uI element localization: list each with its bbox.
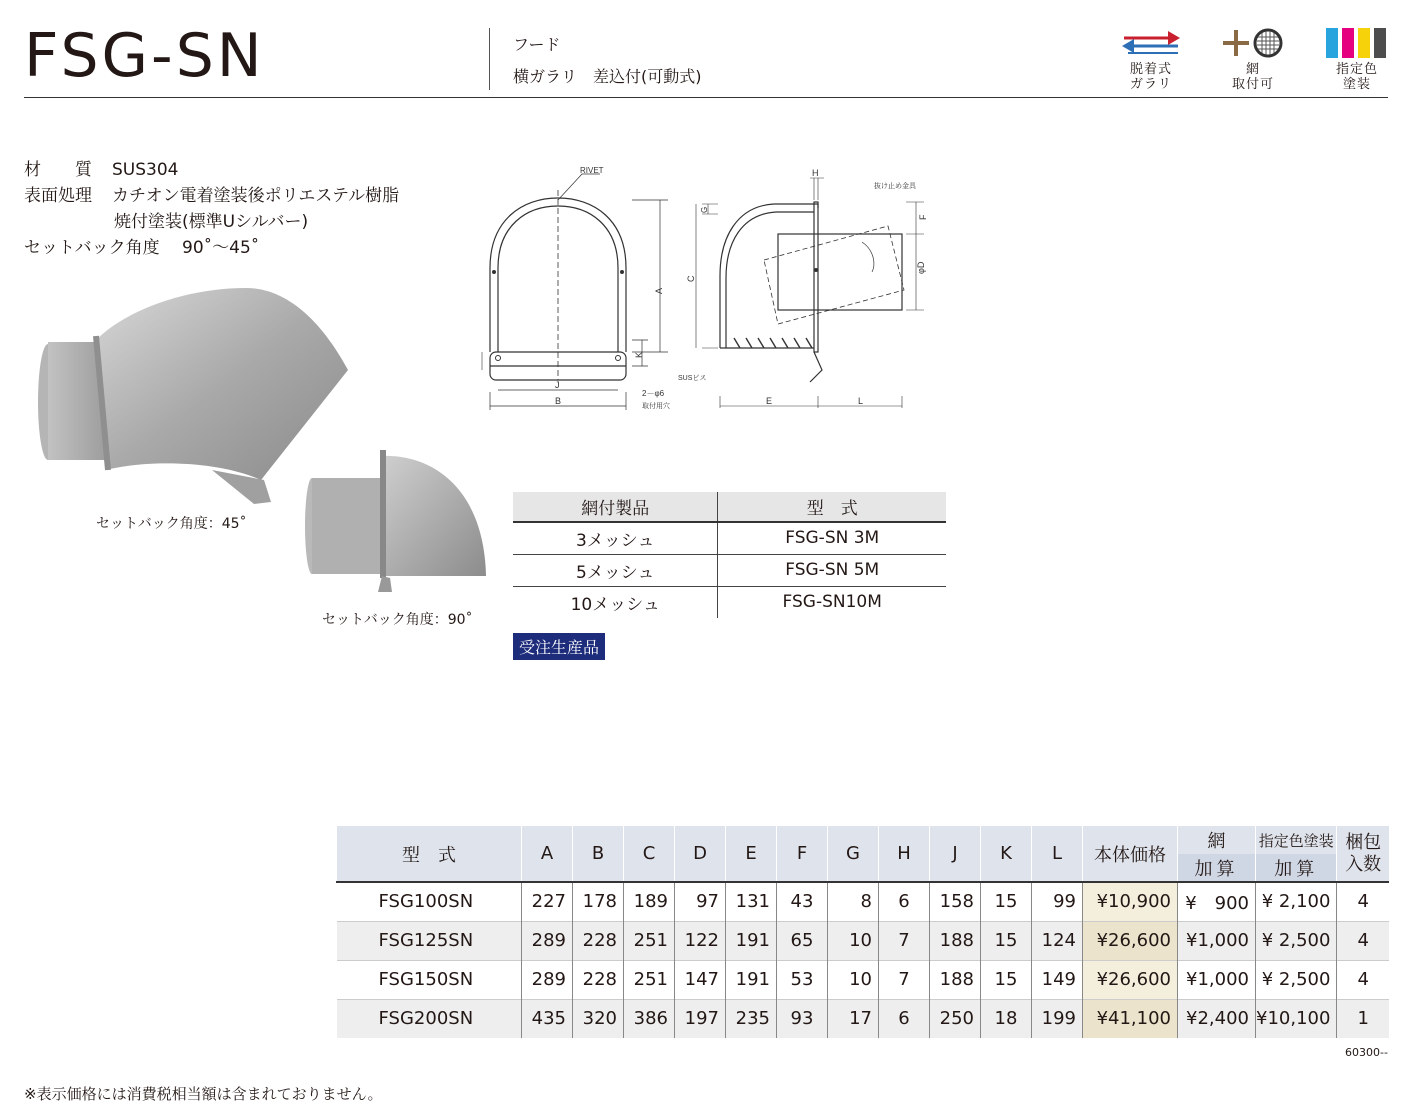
feature-label-line2: ガラリ — [1129, 77, 1172, 92]
mesh-model-cell: FSG-SN 5M — [718, 554, 946, 586]
color-bars-icon — [1322, 26, 1392, 60]
dim-G: G — [700, 206, 709, 213]
dim-cell: 131 — [726, 882, 777, 921]
hole-label-2: 取付用穴 — [642, 403, 670, 410]
dim-E: E — [766, 396, 773, 406]
dim-cell: 8 — [828, 882, 879, 921]
table-row — [513, 522, 946, 554]
product-image-90 — [302, 448, 492, 598]
header-model: 型 式 — [337, 826, 522, 882]
dim-D: φD — [916, 261, 926, 274]
caption-setback-45: セットバック角度：45˚ — [96, 516, 247, 532]
color-price-cell: ¥ 2,500 — [1256, 960, 1337, 999]
product-subtitle: 横ガラリ 差込付(可動式) — [513, 67, 702, 86]
dim-K: K — [634, 351, 644, 358]
dim-cell: 227 — [522, 882, 573, 921]
pack-cell: 4 — [1337, 882, 1389, 921]
header-rule — [24, 97, 1388, 98]
header-mesh-add: 加算 — [1178, 854, 1256, 882]
dim-cell: 15 — [981, 882, 1032, 921]
dim-cell: 6 — [879, 882, 930, 921]
price-cell: ¥26,600 — [1083, 960, 1178, 999]
dim-cell: 289 — [522, 960, 573, 999]
dim-cell: 17 — [828, 999, 879, 1038]
material-value: SUS304 — [112, 160, 179, 180]
price-cell: ¥10,900 — [1083, 882, 1178, 921]
feature-label-line2: 塗装 — [1342, 77, 1371, 92]
price-cell: ¥26,600 — [1083, 921, 1178, 960]
made-to-order-badge: 受注生産品 — [513, 633, 605, 660]
mesh-price-cell: ¥2,400 — [1178, 999, 1256, 1038]
dim-cell: 15 — [981, 921, 1032, 960]
dim-cell: 6 — [879, 999, 930, 1038]
mesh-model-cell: FSG-SN 3M — [718, 522, 946, 554]
dim-cell: 10 — [828, 921, 879, 960]
table-row — [337, 960, 1389, 999]
setback-label: セットバック角度 — [24, 238, 160, 258]
color-price-cell: ¥ 2,500 — [1256, 921, 1337, 960]
material-label: 材 質 — [24, 160, 92, 180]
feature-detachable-louver — [1116, 26, 1186, 92]
dim-cell: 191 — [726, 960, 777, 999]
pack-cell: 4 — [1337, 960, 1389, 999]
spec-block — [24, 157, 399, 261]
dim-cell: 147 — [675, 960, 726, 999]
header-dim-F: F — [777, 826, 828, 882]
model-cell: FSG150SN — [378, 969, 474, 990]
header-dim-C: C — [624, 826, 675, 882]
header-color: 指定色塗装 — [1256, 826, 1337, 854]
dim-cell: 97 — [675, 882, 726, 921]
dim-cell: 320 — [573, 999, 624, 1038]
dim-cell: 189 — [624, 882, 675, 921]
front-view-drawing — [472, 160, 682, 430]
page-title: FSG-SN — [24, 21, 265, 91]
dim-cell: 188 — [930, 960, 981, 999]
mesh-cell: 5メッシュ — [513, 554, 718, 586]
dim-cell: 7 — [879, 960, 930, 999]
dim-cell: 122 — [675, 921, 726, 960]
sus-screw-label: SUSビス — [678, 375, 707, 382]
side-view-drawing — [678, 166, 948, 416]
table-row — [337, 882, 1389, 921]
dim-cell: 251 — [624, 921, 675, 960]
dim-cell: 99 — [1032, 882, 1083, 921]
dim-cell: 250 — [930, 999, 981, 1038]
dim-cell: 228 — [573, 921, 624, 960]
dim-cell: 7 — [879, 921, 930, 960]
feature-mesh — [1218, 26, 1288, 92]
model-cell: FSG100SN — [378, 891, 474, 913]
dim-J: J — [555, 380, 560, 390]
feature-custom-color — [1322, 26, 1392, 92]
dim-cell: 197 — [675, 999, 726, 1038]
dim-cell: 149 — [1032, 960, 1083, 999]
feature-label-line1: 網 — [1245, 62, 1260, 77]
header-dim-E: E — [726, 826, 777, 882]
dim-cell: 124 — [1032, 921, 1083, 960]
feature-label-line1: 脱着式 — [1129, 62, 1172, 77]
header-dim-K: K — [981, 826, 1032, 882]
stopper-label: 抜け止め金具 — [874, 183, 916, 190]
header-dim-A: A — [522, 826, 573, 882]
header-price: 本体価格 — [1083, 826, 1178, 882]
mesh-plus-icon — [1218, 26, 1288, 60]
dim-cell: 53 — [777, 960, 828, 999]
header-dim-D: D — [675, 826, 726, 882]
table-row — [337, 921, 1389, 960]
price-cell: ¥41,100 — [1083, 999, 1178, 1038]
mesh-model-cell: FSG-SN10M — [782, 592, 882, 613]
header-dim-H: H — [879, 826, 930, 882]
dim-cell: 178 — [573, 882, 624, 921]
dim-cell: 18 — [981, 999, 1032, 1038]
mesh-header-model: 型 式 — [718, 492, 946, 522]
table-row — [337, 999, 1389, 1038]
mesh-price-cell: ¥ 900 — [1178, 882, 1256, 921]
model-cell: FSG200SN — [378, 1008, 474, 1030]
feature-label-line2: 取付可 — [1231, 77, 1274, 92]
dim-cell: 191 — [726, 921, 777, 960]
dim-cell: 10 — [828, 960, 879, 999]
color-price-cell: ¥ 2,100 — [1256, 882, 1337, 921]
price-table — [336, 826, 1389, 1038]
dim-L: L — [858, 396, 864, 406]
pack-cell: 4 — [1337, 921, 1389, 960]
arrows-exchange-icon — [1116, 26, 1186, 60]
header-mesh: 網 — [1178, 826, 1256, 854]
header-pack: 梱包 入数 — [1337, 826, 1389, 882]
model-cell: FSG125SN — [378, 930, 474, 951]
setback-value: 90˚～45˚ — [182, 238, 260, 258]
mesh-options-table — [513, 492, 946, 618]
dim-cell: 251 — [624, 960, 675, 999]
color-price-cell: ¥10,100 — [1256, 999, 1337, 1038]
mesh-price-cell: ¥1,000 — [1178, 921, 1256, 960]
dim-B: B — [555, 396, 562, 406]
header-divider — [489, 28, 490, 90]
dim-cell: 199 — [1032, 999, 1083, 1038]
dim-cell: 435 — [522, 999, 573, 1038]
dim-F: F — [918, 214, 928, 220]
feature-label-line1: 指定色 — [1335, 62, 1378, 77]
dim-C: C — [686, 275, 696, 282]
dim-A: A — [654, 287, 664, 294]
table-row — [513, 554, 946, 586]
finish-value-cont: 焼付塗装(標準Uシルバー) — [114, 212, 309, 232]
dim-cell: 289 — [522, 921, 573, 960]
header-dim-B: B — [573, 826, 624, 882]
dim-cell: 158 — [930, 882, 981, 921]
dim-cell: 228 — [573, 960, 624, 999]
mesh-header-product: 網付製品 — [513, 492, 718, 522]
dim-cell: 65 — [777, 921, 828, 960]
category-label: フード — [513, 35, 561, 54]
dim-cell: 93 — [777, 999, 828, 1038]
tax-footnote: ※表示価格には消費税相当額は含まれておりません。 — [24, 1085, 383, 1103]
finish-label: 表面処理 — [24, 186, 92, 206]
mesh-cell: 3メッシュ — [513, 522, 718, 554]
mesh-cell: 10メッシュ — [513, 586, 718, 618]
table-row — [513, 586, 946, 618]
header-dim-G: G — [828, 826, 879, 882]
dim-cell: 15 — [981, 960, 1032, 999]
dim-cell: 188 — [930, 921, 981, 960]
header-dim-J: J — [930, 826, 981, 882]
page-code: 60300-- — [1345, 1046, 1388, 1059]
dim-cell: 235 — [726, 999, 777, 1038]
dim-cell: 386 — [624, 999, 675, 1038]
caption-setback-90: セットバック角度：90˚ — [322, 612, 473, 628]
hole-label: 2－φ6 — [642, 389, 665, 398]
header-color-add: 加算 — [1256, 854, 1337, 882]
mesh-price-cell: ¥1,000 — [1178, 960, 1256, 999]
header-dim-L: L — [1032, 826, 1083, 882]
finish-value: カチオン電着塗装後ポリエステル樹脂 — [112, 186, 400, 206]
pack-cell: 1 — [1337, 999, 1389, 1038]
dim-H: H — [812, 168, 819, 178]
dim-cell: 43 — [777, 882, 828, 921]
rivet-label: RIVET — [580, 166, 604, 175]
